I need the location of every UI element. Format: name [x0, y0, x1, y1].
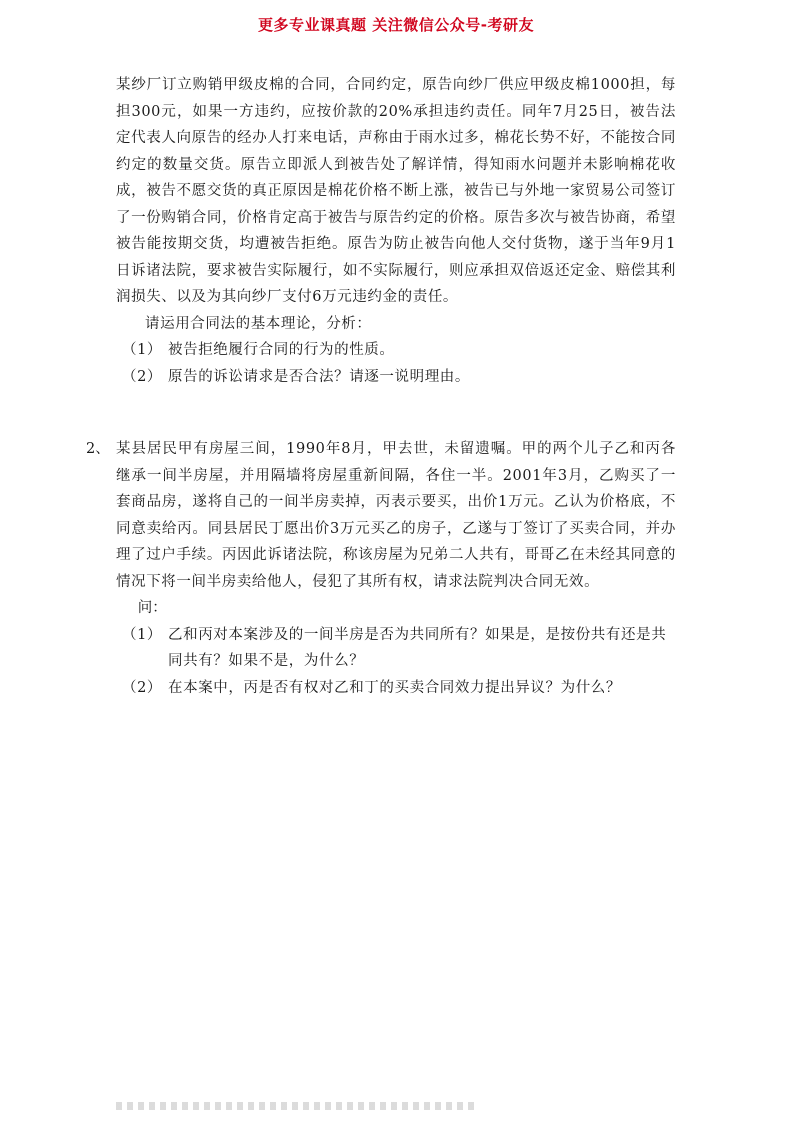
sub-number: （2）	[122, 679, 163, 696]
footer-smudge	[116, 1102, 476, 1110]
question-2-body: 某县居民甲有房屋三间，1990年8月，甲去世，未留遗嘱。甲的两个儿子乙和丙各继承一间半房屋，并用隔墙将房屋重新间隔，各住一半。2001年3月，乙购买了一套商品房，遂将自己的一间半房卖掉，丙表示要买，出价1万元。乙认为价格底，不同意卖给丙。同县居民丁愿出价3万元买乙的房子，乙遂与丁签订了买卖合同，并办理了过户手续。丙因此诉诸法院，称该房屋为兄弟二人共有，哥哥乙在未经其同意的情况下将一间半房卖给他人，侵犯了其所有权，请求法院判决合同无效。	[116, 441, 676, 590]
sub-number: （1）	[122, 626, 163, 643]
question-1-sub-2	[116, 364, 676, 391]
question-1-prompt: 请运用合同法的基本理论，分析：	[145, 315, 372, 332]
sub-number: （2）	[122, 368, 163, 385]
question-2-sub-1	[116, 622, 676, 675]
header-banner: 更多专业课真题 关注微信公众号-考研友	[258, 16, 534, 34]
sub-text: 在本案中，丙是否有权对乙和丁的买卖合同效力提出异议？为什么？	[168, 679, 621, 696]
question-2-sub-2	[116, 675, 676, 702]
sub-text: 原告的诉讼请求是否合法？请逐一说明理由。	[168, 368, 470, 385]
document-body	[86, 72, 676, 701]
sub-text: 乙和丙对本案涉及的一间半房是否为共同所有？如果是，是按份共有还是共同共有？如果不是，为什么？	[168, 626, 667, 669]
question-1-body: 某纱厂订立购销甲级皮棉的合同，合同约定，原告向纱厂供应甲级皮棉1000担，每担300元，如果一方违约，应按价款的20%承担违约责任。同年7月25日，被告法定代表人向原告的经办人打来电话，声称由于雨水过多，棉花长势不好，不能按合同约定的数量交货。原告立即派人到被告处了解详情，得知雨水问题并未影响棉花收成，被告不愿交货的真正原因是棉花价格不断上涨，被告已与外地一家贸易公司签订了一份购销合同，价格肯定高于被告与原告约定的价格。原告多次与被告协商，希望被告能按期交货，均遭被告拒绝。原告为防止被告向他人交付货物，遂于当年9月1日诉诸法院，要求被告实际履行，如不实际履行，则应承担双倍返还定金、赔偿其利润损失、以及为其向纱厂支付6万元违约金的责任。	[116, 77, 676, 305]
sub-text: 被告拒绝履行合同的行为的性质。	[168, 342, 395, 358]
question-2-ask: 问：	[137, 600, 167, 616]
question-2	[86, 436, 676, 701]
question-1-sub-1	[116, 337, 676, 364]
sub-number: （1）	[122, 342, 163, 358]
question-2-number: 2、	[86, 441, 110, 457]
question-1	[116, 72, 676, 390]
